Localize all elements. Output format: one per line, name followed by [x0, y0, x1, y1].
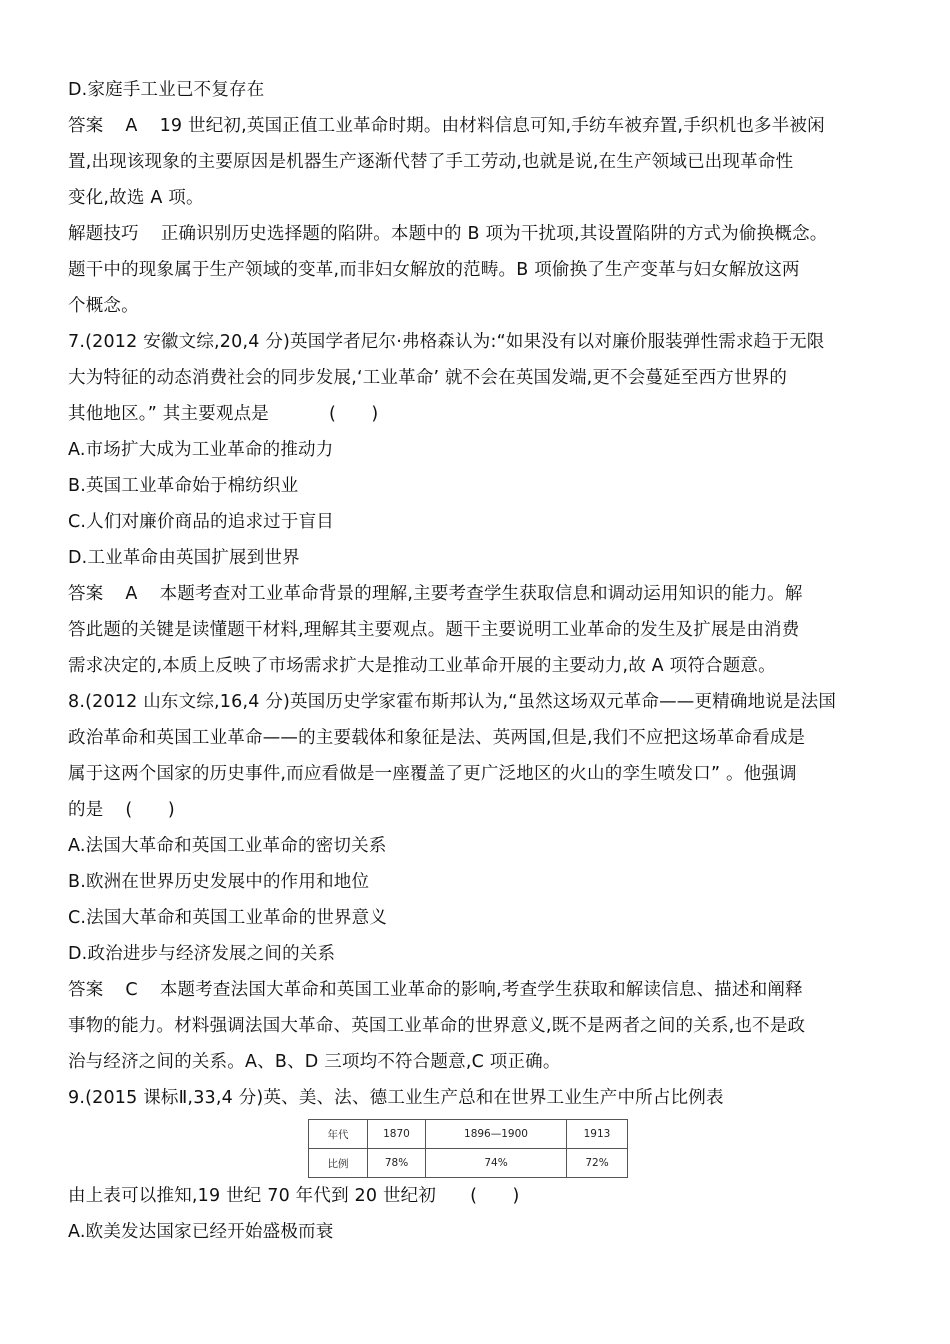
- table-cell: 1896—1900: [426, 1120, 567, 1149]
- answer-6-cont: 置,出现该现象的主要原因是机器生产逐渐代替了手工劳动,也就是说,在生产领域已出现革命性: [68, 152, 794, 172]
- option-a: A.欧美发达国家已经开始盛极而衰: [68, 1222, 334, 1242]
- option-a: A.法国大革命和英国工业革命的密切关系: [68, 836, 387, 856]
- option-c: C.人们对廉价商品的追求过于盲目: [68, 512, 334, 532]
- question-text: 由上表可以推知,19 世纪 70 年代到 20 世纪初: [68, 1186, 437, 1206]
- answer-8-cont: 事物的能力。材料强调法国大革命、英国工业革命的世界意义,既不是两者之间的关系,也不是政: [68, 1016, 806, 1036]
- question-text: 其他地区。” 其主要观点是: [68, 404, 269, 424]
- answer-text: 本题考查法国大革命和英国工业革命的影响,考查学生获取和解读信息、描述和阐释: [159, 980, 803, 1000]
- table-cell: 72%: [567, 1149, 628, 1178]
- data-table: [308, 1119, 628, 1178]
- answer-blank: ( ): [470, 1186, 520, 1206]
- answer-text: 本题考查对工业革命背景的理解,主要考查学生获取信息和调动运用知识的能力。解: [159, 584, 803, 604]
- answer-label: 答案: [68, 980, 104, 1000]
- option-d-prev: D.家庭手工业已不复存在: [68, 80, 265, 100]
- tip-label: 解题技巧: [68, 224, 139, 244]
- table-row: [309, 1149, 628, 1178]
- answer-key: C: [125, 980, 138, 1000]
- question-7: 7.(2012 安徽文综,20,4 分)英国学者尼尔·弗格森认为:“如果没有以对廉价服装弹性需求趋于无限: [68, 332, 825, 352]
- question-9: 9.(2015 课标Ⅱ,33,4 分)英、美、法、德工业生产总和在世界工业生产中所占比例表: [68, 1088, 724, 1108]
- table-cell: 1870: [368, 1120, 426, 1149]
- option-c: C.法国大革命和英国工业革命的世界意义: [68, 908, 388, 928]
- question-7-cont: [68, 396, 880, 432]
- answer-text: 19 世纪初,英国正值工业革命时期。由材料信息可知,手纺车被弃置,手织机也多半被闲: [159, 116, 825, 136]
- tip-6: [68, 216, 880, 252]
- tip-6-cont: 题干中的现象属于生产领域的变革,而非妇女解放的范畴。B 项偷换了生产变革与妇女解放这两: [68, 260, 800, 280]
- answer-label: 答案: [68, 116, 104, 136]
- option-d: D.工业革命由英国扩展到世界: [68, 548, 300, 568]
- table-cell: 74%: [426, 1149, 567, 1178]
- tip-text: 正确识别历史选择题的陷阱。本题中的 B 项为干扰项,其设置陷阱的方式为偷换概念。: [160, 224, 828, 244]
- answer-8: [68, 972, 880, 1008]
- option-a: A.市场扩大成为工业革命的推动力: [68, 440, 334, 460]
- option-b: B.英国工业革命始于棉纺织业: [68, 476, 299, 496]
- question-9-cont: [68, 1178, 880, 1214]
- question-8-cont: [68, 792, 880, 828]
- table-row: [309, 1120, 628, 1149]
- option-b: B.欧洲在世界历史发展中的作用和地位: [68, 872, 370, 892]
- answer-blank: ( ): [125, 800, 175, 820]
- table-cell: 1913: [567, 1120, 628, 1149]
- answer-6-cont: 变化,故选 A 项。: [68, 188, 204, 208]
- answer-7-cont: 答此题的关键是读懂题干材料,理解其主要观点。题干主要说明工业革命的发生及扩展是由消费: [68, 620, 800, 640]
- question-text: 的是: [68, 800, 104, 820]
- answer-blank: ( ): [328, 404, 379, 424]
- answer-label: 答案: [68, 584, 104, 604]
- answer-7: [68, 576, 880, 612]
- document-page: [68, 72, 880, 1250]
- table-cell: 比例: [309, 1149, 368, 1178]
- tip-6-cont: 个概念。: [68, 296, 139, 316]
- question-8: 8.(2012 山东文综,16,4 分)英国历史学家霍布斯邦认为,“虽然这场双元革命——更精确地说是法国: [68, 692, 837, 712]
- table-cell: 年代: [309, 1120, 368, 1149]
- question-7-cont: 大为特征的动态消费社会的同步发展,‘工业革命’ 就不会在英国发端,更不会蔓延至西方世界的: [68, 368, 788, 388]
- answer-key: A: [125, 116, 138, 136]
- table-cell: 78%: [368, 1149, 426, 1178]
- answer-8-cont: 治与经济之间的关系。A、B、D 三项均不符合题意,C 项正确。: [68, 1052, 561, 1072]
- data-table-wrap: [308, 1119, 880, 1178]
- answer-7-cont: 需求决定的,本质上反映了市场需求扩大是推动工业革命开展的主要动力,故 A 项符合题意。: [68, 656, 776, 676]
- question-8-cont: 属于这两个国家的历史事件,而应看做是一座覆盖了更广泛地区的火山的孪生喷发口” 。他强调: [68, 764, 797, 784]
- option-d: D.政治进步与经济发展之间的关系: [68, 944, 336, 964]
- question-8-cont: 政治革命和英国工业革命——的主要载体和象征是法、英两国,但是,我们不应把这场革命看成是: [68, 728, 806, 748]
- answer-key: A: [125, 584, 138, 604]
- answer-6: [68, 108, 880, 144]
